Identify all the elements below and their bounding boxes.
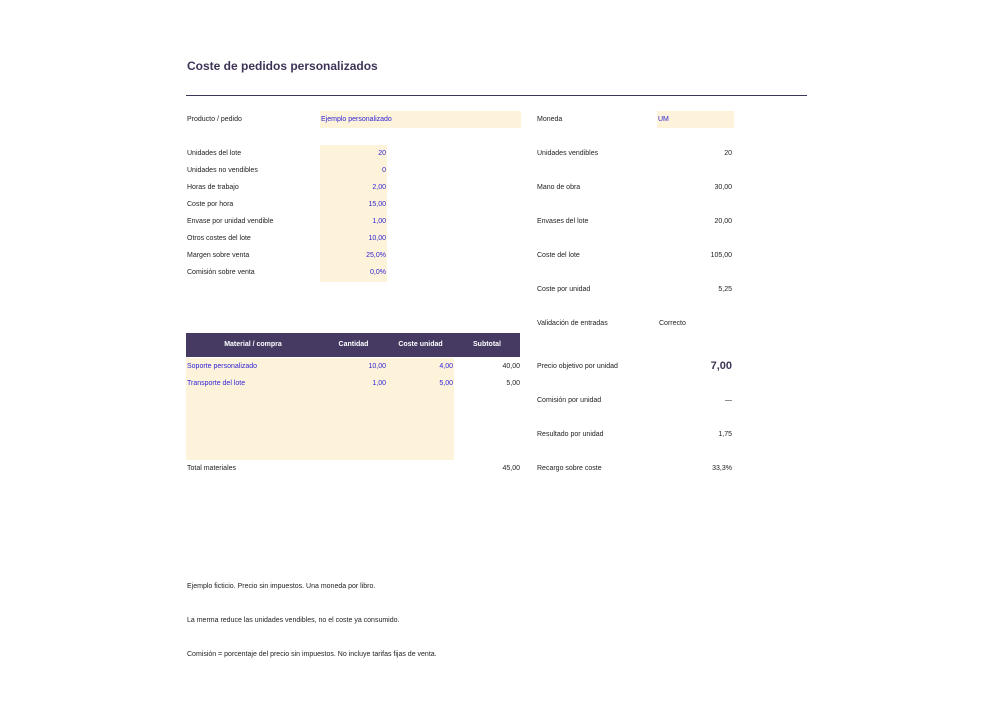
input-label-otros-costes: Otros costes del lote <box>187 235 251 242</box>
input-comision[interactable]: 0,0% <box>370 269 386 276</box>
header-coste-unidad: Coste unidad <box>398 341 443 348</box>
input-label-horas: Horas de trabajo <box>187 184 239 191</box>
materials-total-label: Total materiales <box>187 465 237 472</box>
input-label-envase: Envase por unidad vendible <box>187 218 274 225</box>
result-label-precio-objetivo: Precio objetivo por unidad <box>537 363 618 370</box>
result-label-unidades-vendibles: Unidades vendibles <box>537 150 599 157</box>
input-unidades-lote[interactable]: 20 <box>378 150 386 157</box>
moneda-input[interactable]: UM <box>657 111 734 128</box>
result-label-validacion: Validación de entradas <box>537 320 608 327</box>
producto-label: Producto / pedido <box>187 116 242 123</box>
result-label-envases: Envases del lote <box>537 218 589 225</box>
result-envases: 20,00 <box>714 218 732 225</box>
title-divider <box>186 95 807 96</box>
note-3: Comisión = porcentaje del precio sin impuestos. No incluye tarifas fijas de venta. <box>187 651 437 658</box>
result-label-resultado-unidad: Resultado por unidad <box>537 431 604 438</box>
input-envase[interactable]: 1,00 <box>372 218 386 225</box>
input-label-unidades-lote: Unidades del lote <box>187 150 242 157</box>
moneda-label: Moneda <box>537 116 563 123</box>
note-2: La merma reduce las unidades vendibles, no el coste ya consumido. <box>187 617 400 624</box>
result-label-coste-lote: Coste del lote <box>537 252 580 259</box>
result-validacion: Correcto <box>659 320 686 327</box>
result-recargo: 33,3% <box>712 465 732 472</box>
header-cantidad: Cantidad <box>338 341 369 348</box>
materials-table-header <box>186 333 520 357</box>
result-coste-unidad: 5,25 <box>718 286 732 293</box>
material-name[interactable]: Transporte del lote <box>187 380 246 387</box>
material-subtotal: 5,00 <box>506 380 520 387</box>
result-label-comision-unidad: Comisión por unidad <box>537 397 602 404</box>
result-comision-unidad: — <box>725 397 732 404</box>
result-coste-lote: 105,00 <box>710 252 732 259</box>
result-unidades-vendibles: 20 <box>724 150 732 157</box>
material-name[interactable]: Soporte personalizado <box>187 363 258 370</box>
input-horas[interactable]: 2,00 <box>372 184 386 191</box>
material-unit-cost[interactable]: 4,00 <box>439 363 453 370</box>
result-precio-objetivo: 7,00 <box>710 360 732 372</box>
material-subtotal: 40,00 <box>502 363 520 370</box>
result-label-recargo: Recargo sobre coste <box>537 465 602 472</box>
input-no-vendibles[interactable]: 0 <box>382 167 386 174</box>
note-1: Ejemplo ficticio. Precio sin impuestos. Una moneda por libro. <box>187 583 376 590</box>
input-label-coste-hora: Coste por hora <box>187 201 234 208</box>
result-resultado-unidad: 1,75 <box>718 431 732 438</box>
result-label-coste-unidad: Coste por unidad <box>537 286 591 293</box>
materials-total-value: 45,00 <box>502 465 520 472</box>
input-margen[interactable]: 25,0% <box>366 252 386 259</box>
header-subtotal: Subtotal <box>473 341 501 348</box>
material-unit-cost[interactable]: 5,00 <box>439 380 453 387</box>
result-label-mano-obra: Mano de obra <box>537 184 581 191</box>
producto-input[interactable]: Ejemplo personalizado <box>320 111 521 128</box>
header-material: Material / compra <box>224 341 282 348</box>
input-otros-costes[interactable]: 10,00 <box>368 235 386 242</box>
input-label-comision: Comisión sobre venta <box>187 269 255 276</box>
input-label-no-vendibles: Unidades no vendibles <box>187 167 258 174</box>
result-mano-obra: 30,00 <box>714 184 732 191</box>
page-title: Coste de pedidos personalizados <box>187 59 378 73</box>
material-qty[interactable]: 10,00 <box>368 363 386 370</box>
material-qty[interactable]: 1,00 <box>372 380 386 387</box>
input-coste-hora[interactable]: 15,00 <box>368 201 386 208</box>
input-label-margen: Margen sobre venta <box>187 252 250 259</box>
